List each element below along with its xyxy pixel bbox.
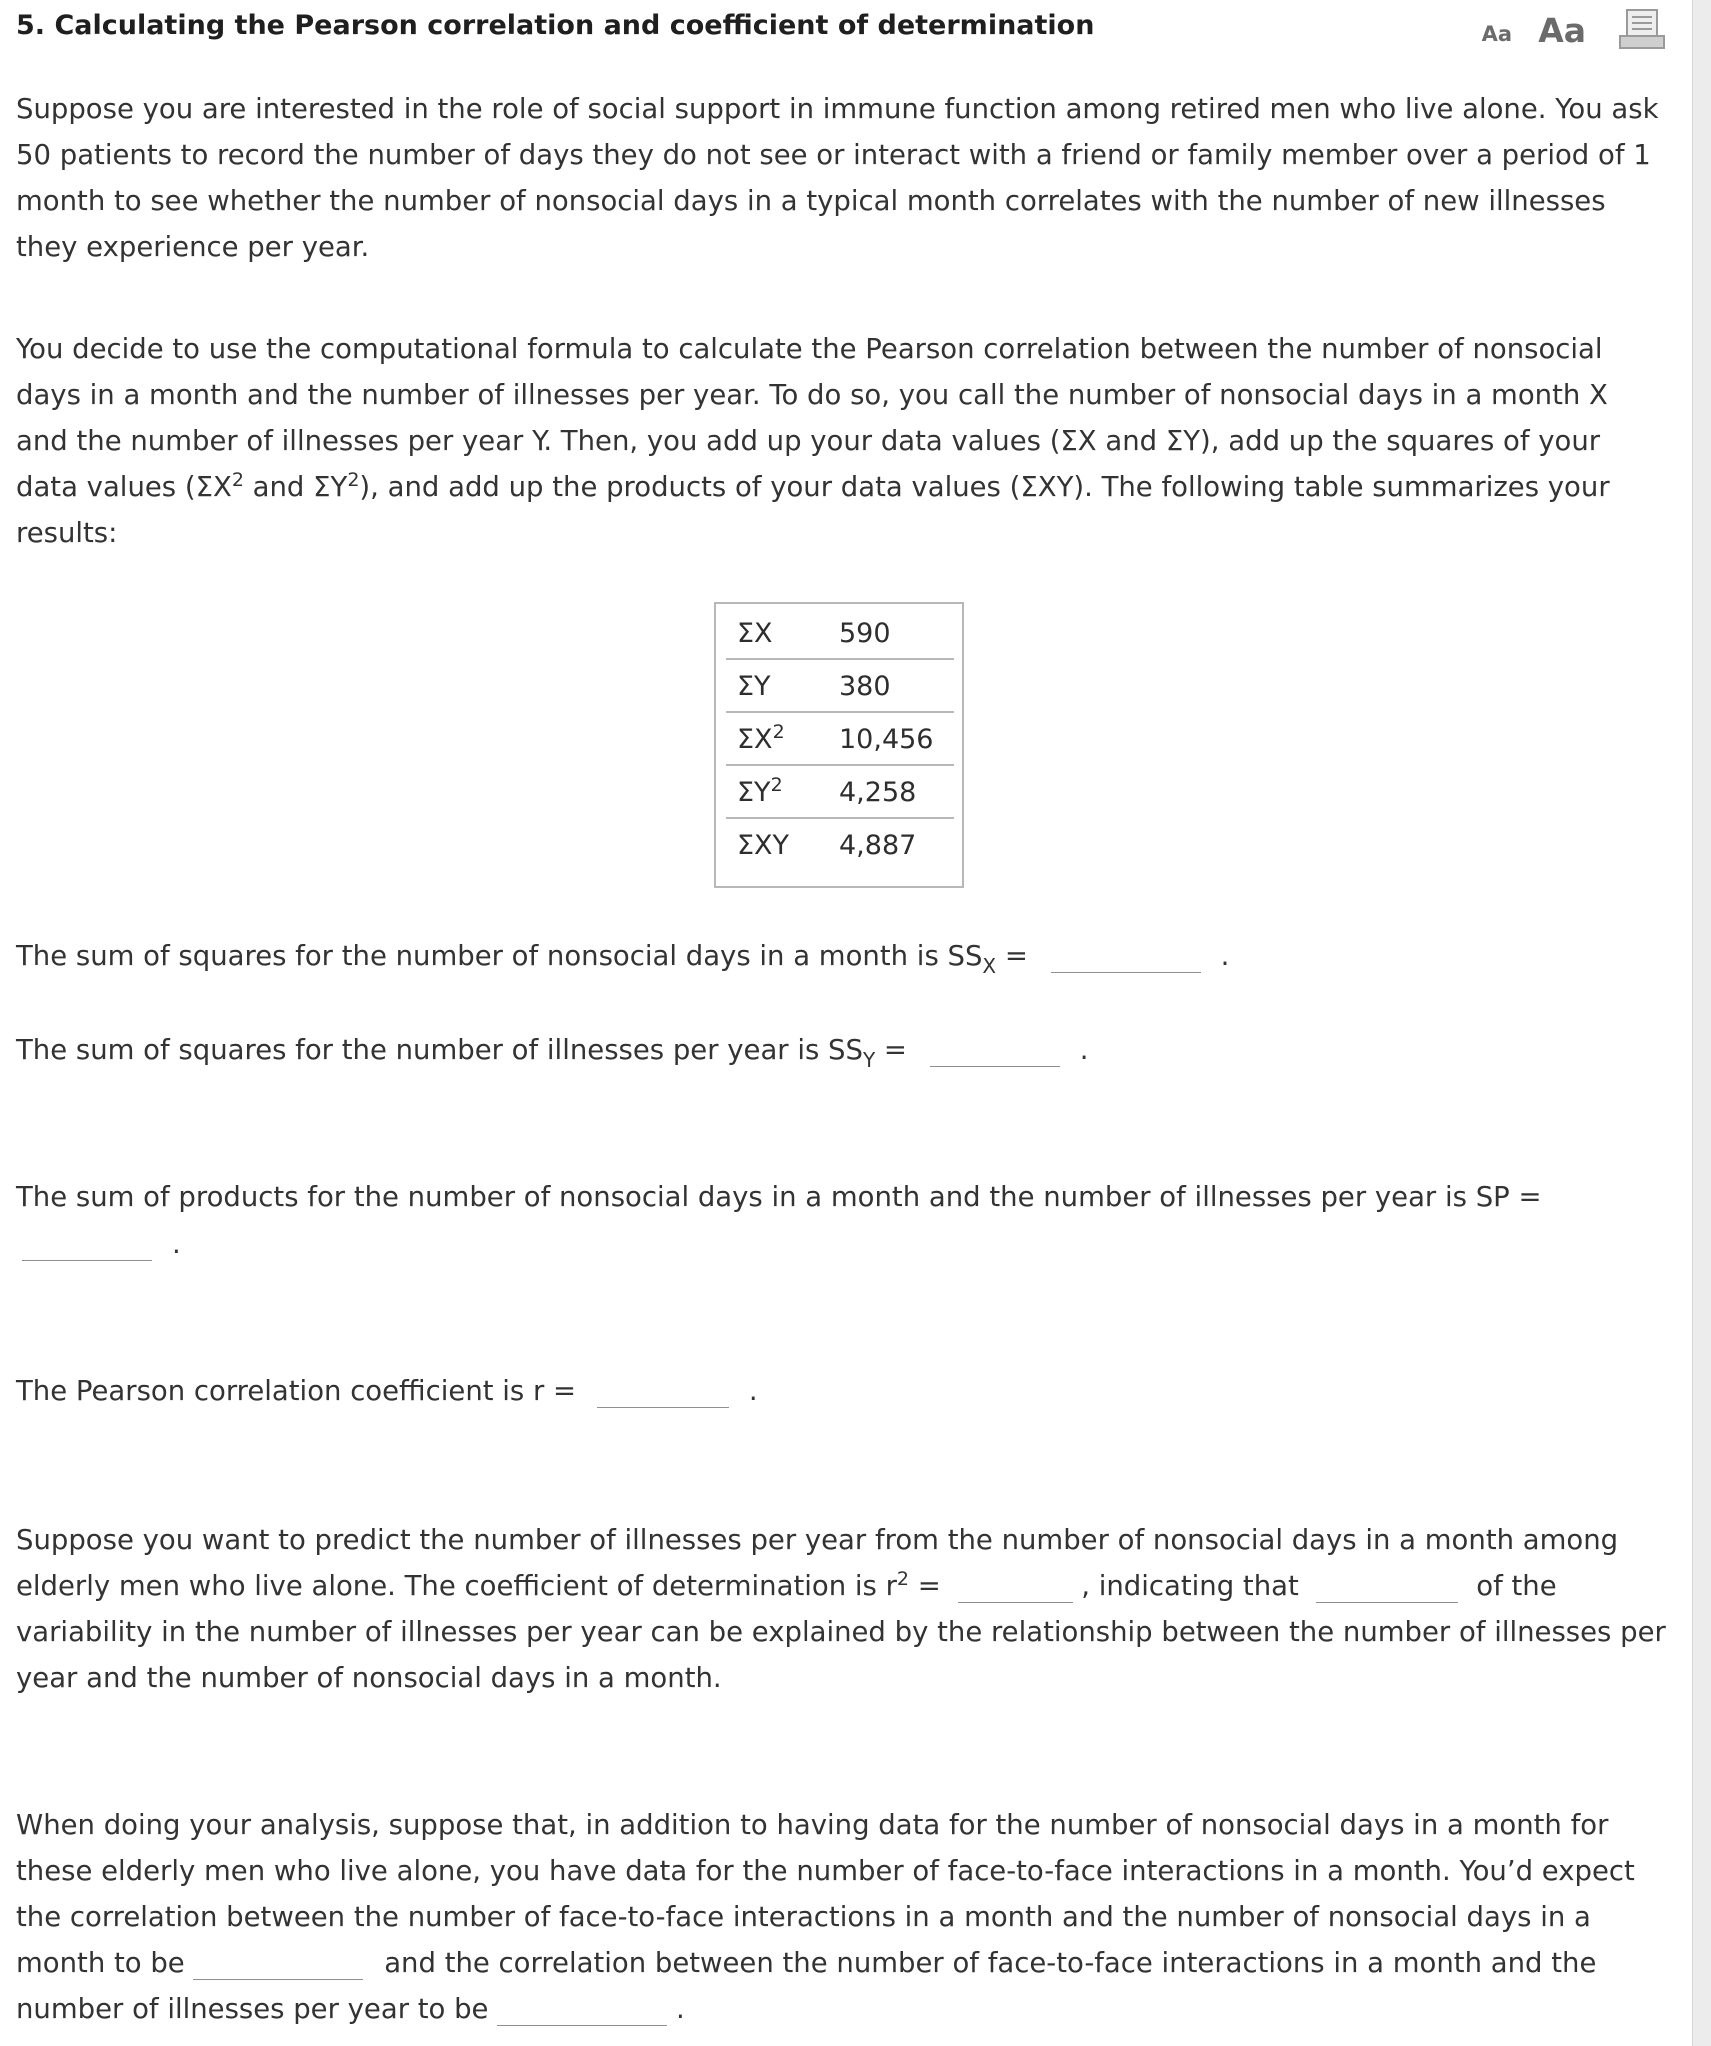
r-question [16, 1375, 758, 1408]
subscript: Y [862, 1048, 876, 1072]
scrollbar[interactable] [1692, 0, 1711, 2046]
correlation-direction-dropdown-2[interactable] [497, 1995, 667, 2026]
sums-table [714, 602, 964, 888]
period: . [172, 1228, 181, 1260]
face-text-c: . [667, 1993, 685, 2025]
row-value: 380 [839, 671, 891, 702]
row-label: ΣXY [737, 830, 790, 861]
cod-paragraph [16, 1517, 1666, 1701]
row-label: ΣY [737, 671, 771, 702]
sp-answer-input[interactable] [22, 1230, 152, 1261]
face-text-b: and the correlation between the number of face-to-face interactions in a month and the number of illnesses per year to be [16, 1947, 1597, 2025]
ssx-answer-input[interactable] [1051, 942, 1201, 973]
face-paragraph [16, 1802, 1666, 2032]
intro-paragraph-2 [16, 326, 1666, 556]
period: . [748, 1375, 758, 1407]
intro-paragraph-2-part-c: ), and add up the products of your data values (ΣXY). The following table summarizes your results: [16, 471, 1610, 549]
question-header [16, 8, 1666, 52]
ssx-question [16, 940, 1230, 978]
face-text-a: When doing your analysis, suppose that, in addition to having data for the number of nonsocial days in a month for these elderly men who live alone, you have data for the number of face-to-face interactions in a month. You’d expect the correlation between the number of face-to-face interactions in a month and the number of nonsocial days in a month to be [16, 1809, 1635, 1979]
ssy-label: The sum of squares for the number of illnesses per year is SS [16, 1034, 863, 1066]
superscript: 2 [231, 469, 244, 491]
superscript: 2 [896, 1568, 909, 1590]
r-label: The Pearson correlation coefficient is r = [16, 1375, 585, 1407]
r-answer-input[interactable] [597, 1377, 729, 1408]
intro-paragraph-2-part-a: You decide to use the computational formula to calculate the Pearson correlation between the number of nonsocial days in a month and the number of illnesses per year. To do so, you call the number of nonsocial days in a month X and the number of illnesses per year Y. Then, you add up your data values (ΣX and ΣY), add up the squares of your data values (ΣX [16, 333, 1608, 503]
print-icon[interactable] [1618, 8, 1666, 52]
row-value: 4,887 [839, 830, 917, 861]
cod-text-a: Suppose you want to predict the number of illnesses per year from the number of nonsocial days in a month among elderly men who live alone. The coefficient of determination is r [16, 1524, 1619, 1602]
period: . [1220, 940, 1230, 972]
table-row [726, 606, 954, 660]
table-row [726, 765, 954, 819]
ssx-label: The sum of squares for the number of nonsocial days in a month is SS [16, 940, 983, 972]
equals-sign: = [996, 940, 1037, 972]
intro-paragraph-1: Suppose you are interested in the role of social support in immune function among retired men who live alone. You ask 50 patients to record the number of days they do not see or interact with a friend or family member over a period of 1 month to see whether the number of nonsocial days in a typical month correlates with the number of new illnesses they experience per year. [16, 93, 1659, 263]
table-row [726, 712, 954, 766]
table-row [726, 659, 954, 713]
row-value: 4,258 [839, 777, 917, 808]
period: . [1079, 1034, 1089, 1066]
question-title: 5. Calculating the Pearson correlation and coefficient of determination [16, 10, 1095, 41]
intro-paragraph-2-part-b: and ΣY [243, 471, 348, 503]
cod-text-b: = [908, 1570, 950, 1602]
row-label: $\Sigma Y^2$ [737, 774, 783, 808]
table-row [726, 818, 954, 870]
superscript: 2 [347, 469, 360, 491]
row-value: 10,456 [839, 724, 934, 755]
r2-answer-input[interactable] [958, 1572, 1073, 1603]
ssy-question [16, 1034, 1089, 1072]
sp-answer-line [16, 1228, 181, 1261]
subscript: X [982, 954, 997, 978]
row-value: 590 [839, 618, 891, 649]
cod-text-d: of the variability in the number of illnesses per year can be explained by the relationship between the number of illnesses per year and the number of nonsocial days in a month. [16, 1570, 1666, 1694]
ssy-answer-input[interactable] [930, 1036, 1060, 1067]
cod-text-c: , indicating that [1072, 1570, 1308, 1602]
equals-sign: = [875, 1034, 916, 1066]
row-label: ΣX [737, 618, 773, 649]
font-size-large-button[interactable]: Aa [1538, 11, 1586, 50]
percent-dropdown[interactable] [1316, 1572, 1458, 1603]
correlation-direction-dropdown-1[interactable] [193, 1949, 363, 1980]
sp-question: The sum of products for the number of nonsocial days in a month and the number of illnesses per year is SP = [16, 1181, 1542, 1213]
row-label: $\Sigma X^2$ [737, 721, 785, 755]
font-size-small-button[interactable]: Aa [1481, 22, 1512, 46]
